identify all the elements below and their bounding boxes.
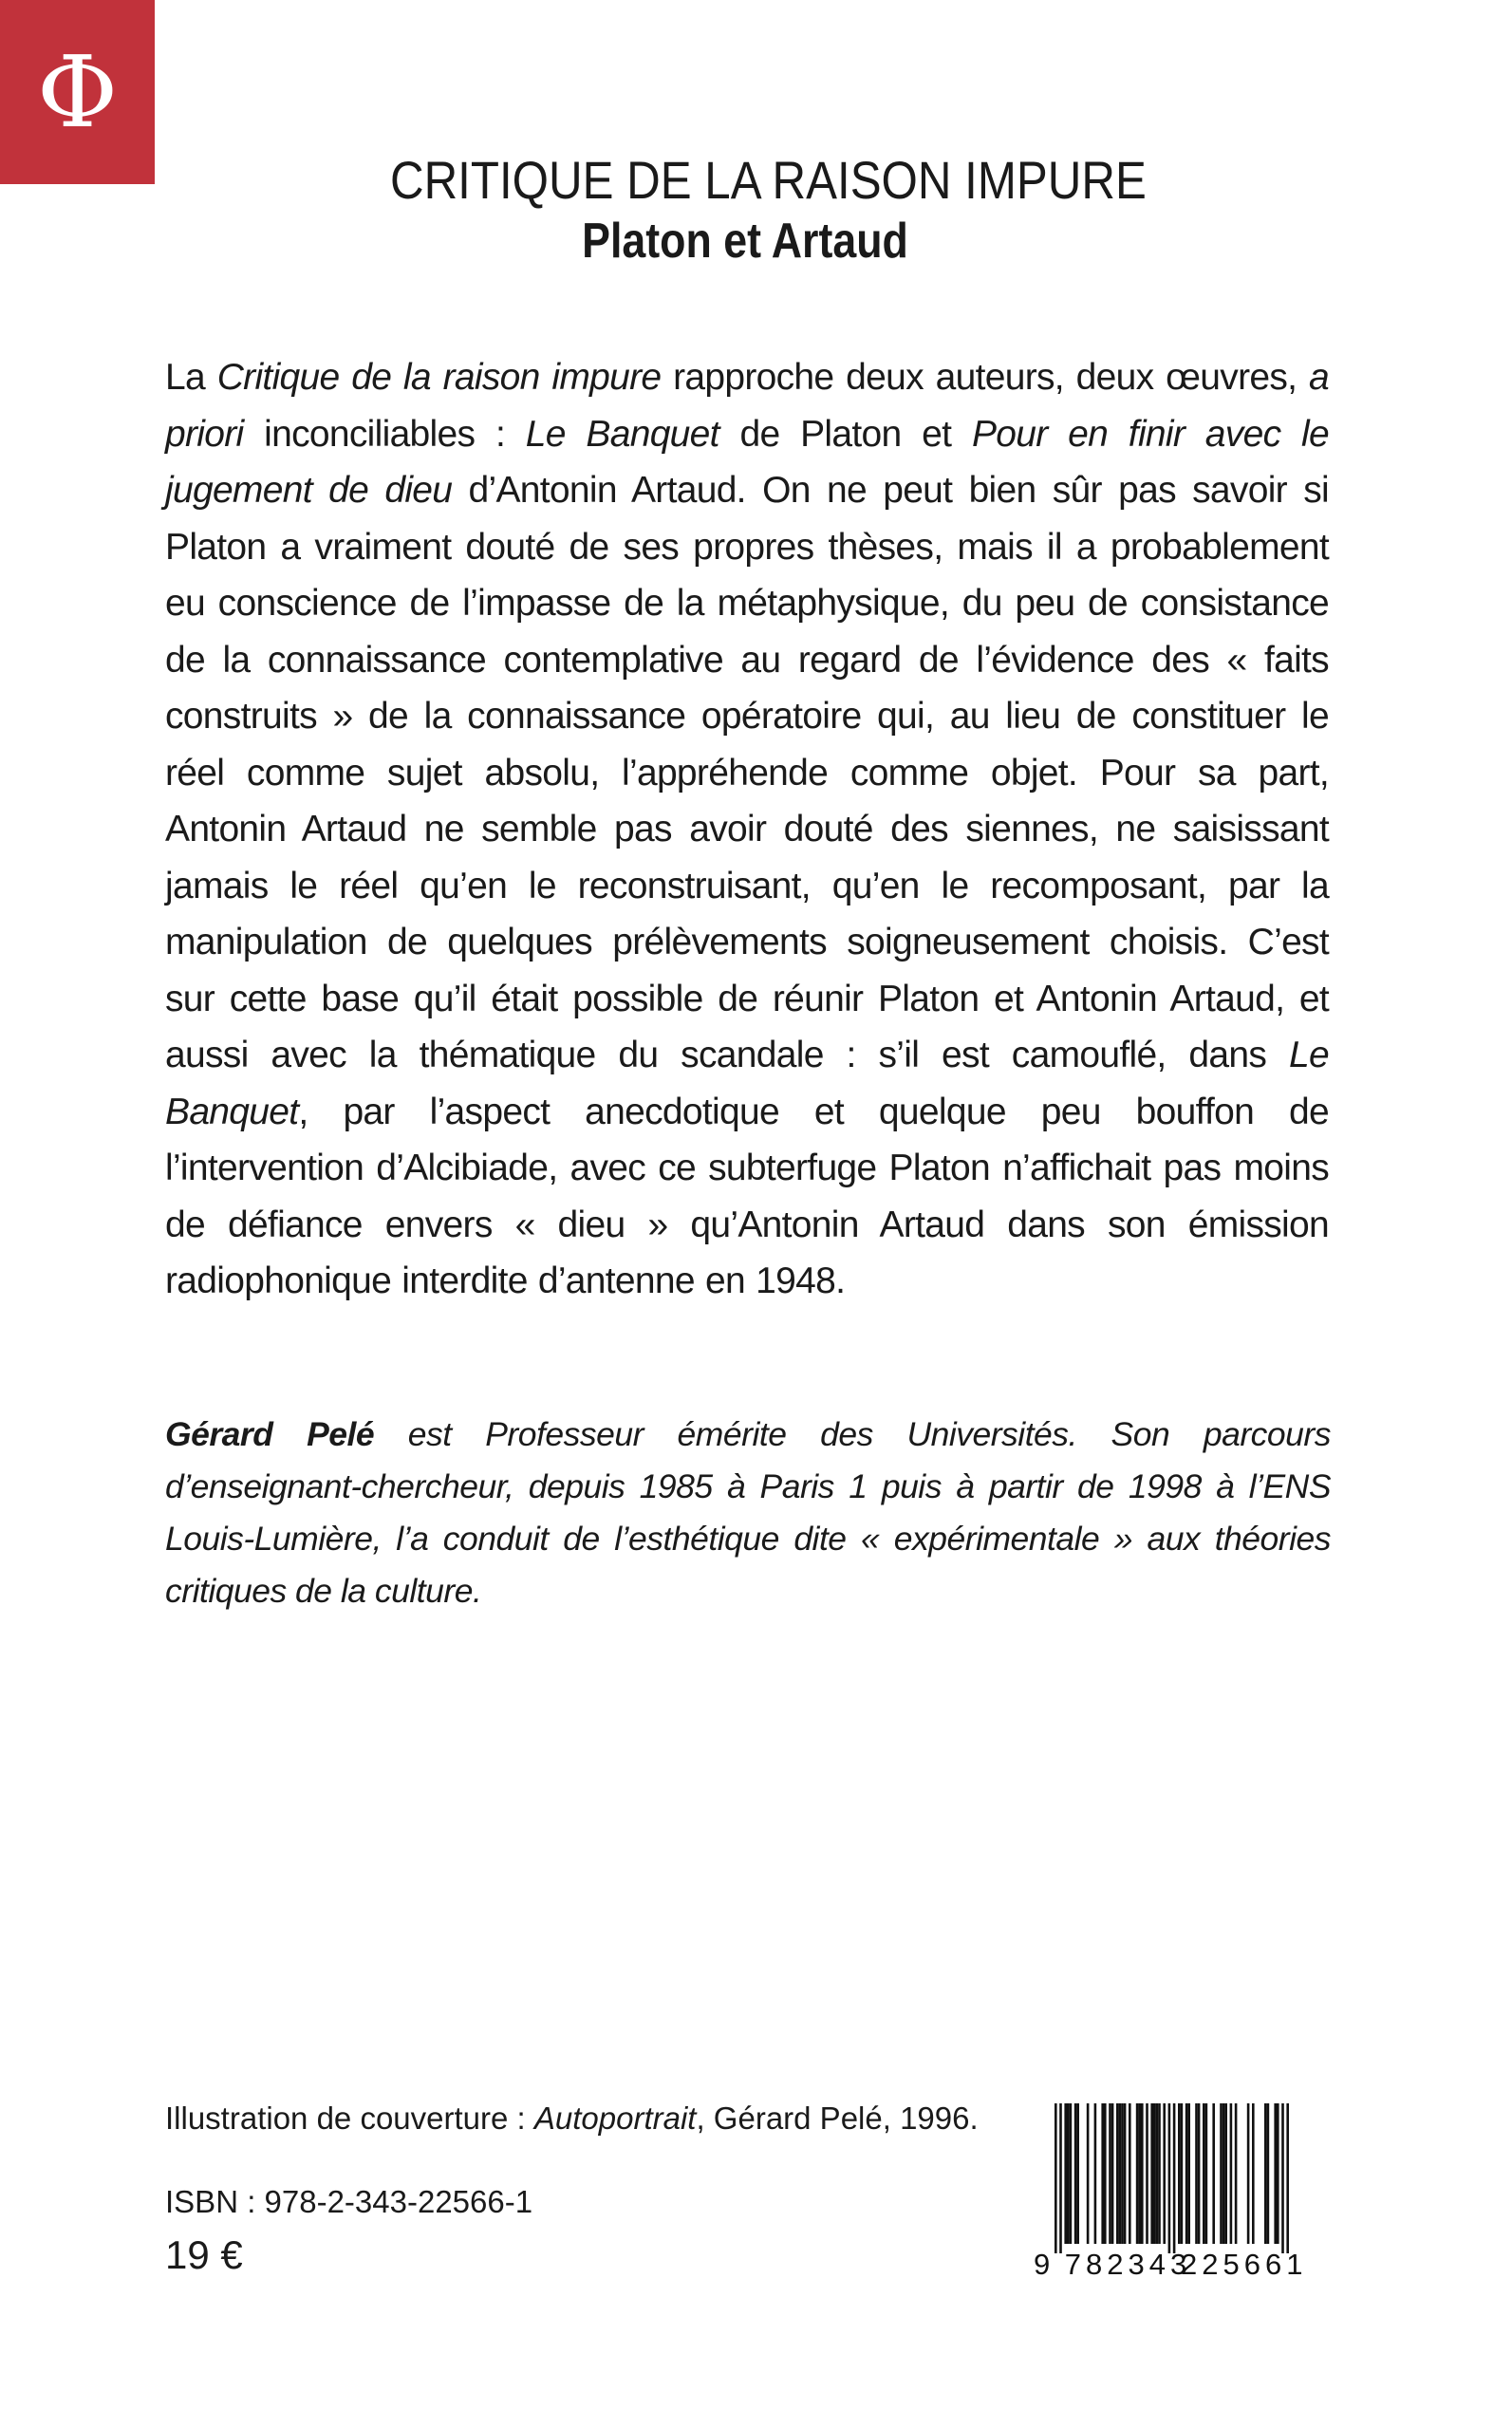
barcode-bar [1109,2103,1111,2244]
phi-logo-icon: Φ [36,34,119,150]
barcode-bar [1156,2103,1159,2244]
summary-run: La [165,357,217,398]
summary-italic-run: Pour en finir avec le jugement de dieu [165,413,1330,511]
summary-run: , par l’aspect anecdotique et quelque peu bouffon de l’intervention d’Alcibiade, avec ce subterfuge Platon n’affichait pas moins de défiance envers « dieu » qu’Antonin Artaud dans son émission radiophonique interdite d’antenne en 1948. [165,1091,1329,1301]
barcode-bar [1121,2103,1124,2244]
barcode-bar [1076,2103,1079,2244]
book-title: CRITIQUE DE LA RAISON IMPURE [390,150,1147,210]
credit-suffix: , Gérard Pelé, 1996. [696,2101,979,2136]
barcode-bar [1185,2103,1188,2244]
barcode-bar [1277,2103,1279,2244]
summary-run: de Platon et [719,413,972,455]
summary-italic-run: Critique de la raison impure [216,357,662,398]
credit-prefix: Illustration de couverture : [165,2101,534,2136]
price: 19 € [165,2232,243,2277]
barcode-bar [1223,2103,1225,2244]
barcode-bar [1163,2103,1166,2244]
barcode-bar [1205,2103,1208,2244]
barcode-bar [1059,2103,1062,2253]
summary-italic-run: a priori [165,357,1330,455]
author-bio [165,1409,1331,1617]
barcode-bar [1104,2103,1107,2244]
barcode-bar [1087,2103,1090,2244]
barcode-bar [1224,2103,1227,2244]
barcode-bar [1281,2103,1284,2253]
barcode-bar [1067,2103,1070,2244]
barcode-bar [1136,2103,1139,2244]
barcode-bar [1070,2103,1073,2244]
summary-italic-run: Le Banquet [165,1035,1329,1132]
barcode-bar [1198,2103,1201,2244]
barcode-digits: 782343 [1064,2248,1192,2280]
barcode-graphic [1032,2100,1319,2280]
barcode-bar [1129,2103,1131,2244]
barcode-bar [1264,2103,1267,2244]
barcode-bar [1181,2103,1184,2244]
barcode-bar [1286,2103,1289,2253]
barcode-bar [1267,2103,1270,2244]
barcode-bar [1116,2103,1119,2244]
barcode-bar [1146,2103,1148,2244]
title-block [342,150,1148,271]
barcode-digits: 9 [1034,2248,1055,2280]
barcode-bar [1212,2103,1215,2244]
barcode-bar [1203,2103,1205,2244]
barcode-bar [1230,2103,1233,2244]
barcode-bar [1247,2103,1250,2244]
barcode-bar [1138,2103,1141,2244]
barcode-bar [1064,2103,1067,2244]
barcode-bar [1074,2103,1077,2244]
publisher-logo [0,0,155,184]
barcode-bar [1094,2103,1097,2244]
barcode-bar [1195,2103,1198,2244]
summary-paragraph [165,349,1329,1310]
summary-text [165,349,1329,1310]
barcode-bar [1168,2103,1171,2253]
barcode-bar [1158,2103,1161,2244]
cover-illustration-credit [165,2098,1038,2139]
credit-work-title: Autoportrait [533,2101,697,2136]
book-subtitle: Platon et Artaud [582,214,908,269]
author-name: Gérard Pelé [165,1415,375,1453]
barcode-bar [1101,2103,1104,2244]
barcode-bar [1187,2103,1190,2244]
barcode-bar [1124,2103,1127,2244]
barcode-digits: 225661 [1181,2248,1308,2280]
barcode-bar [1119,2103,1122,2244]
barcode-bar [1220,2103,1223,2244]
summary-run: inconciliables : [243,413,526,455]
barcode-bar [1252,2103,1255,2244]
barcode-bar [1274,2103,1277,2244]
summary-run: d’Antonin Artaud. On ne peut bien sûr pas savoir si Platon a vraiment douté de ses propres thèses, mais il a probablement eu conscience de l’impasse de la métaphysique, du peu de consistance de la connaissance contemplative au regard de l’évidence des « faits construits » de la connaissance opératoire qui, au lieu de constituer le réel comme sujet absolu, l’appréhende comme objet. Pour sa part, Antonin Artaud ne semble pas avoir douté des siennes, ne saisissant jamais le réel qu’en le reconstruisant, qu’en le recomposant, par la manipulation de quelques prélèvements soigneusement choisis. C’est sur cette base qu’il était possible de réunir Platon et Antonin Artaud, et aussi avec la thématique du scandale : s’il est camouflé, dans [165,470,1329,1075]
barcode-bar [1150,2103,1153,2244]
barcode-bar [1055,2103,1057,2253]
author-bio-text: est Professeur émérite des Universités. Son parcours d’enseignant-chercheur, depuis 1985 à Paris 1 puis à partir de 1998 à l’ENS Louis-Lumière, l’a conduit de l’esthétique dite « expérimentale » aux théories critiques de la culture. [165,1415,1331,1610]
isbn: ISBN : 978-2-343-22566-1 [165,2184,533,2219]
barcode [1032,2100,1319,2280]
barcode-bar [1178,2103,1181,2244]
barcode-bar [1141,2103,1144,2244]
barcode-bar [1111,2103,1114,2244]
barcode-bar [1153,2103,1156,2244]
summary-italic-run: Le Banquet [525,413,719,455]
barcode-bar [1235,2103,1238,2244]
barcode-bar [1173,2103,1176,2253]
summary-run: rapproche deux auteurs, deux œuvres, [661,357,1310,398]
